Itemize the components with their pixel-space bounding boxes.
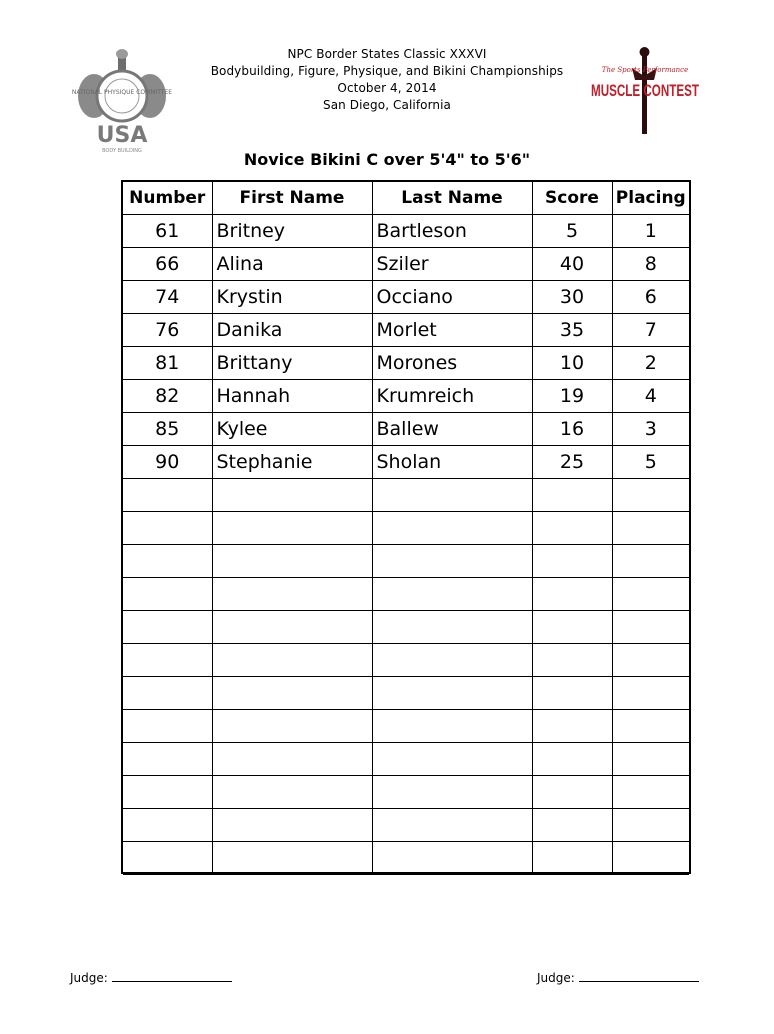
cell-first-name: Stephanie (212, 446, 372, 479)
cell-last-name: Morones (372, 347, 532, 380)
table-row (123, 776, 689, 809)
cell-score: 5 (532, 215, 612, 248)
table-row (123, 413, 689, 446)
cell-last-name: Sholan (372, 446, 532, 479)
cell-number: 85 (123, 413, 212, 446)
column-header-first-name: First Name (212, 182, 372, 215)
table-row (123, 479, 689, 512)
judge-label: Judge: (537, 971, 575, 985)
cell-last-name (372, 611, 532, 644)
cell-last-name (372, 512, 532, 545)
svg-text:USA: USA (96, 123, 148, 148)
table-row (123, 809, 689, 842)
cell-score (532, 842, 612, 875)
cell-placing (612, 776, 689, 809)
cell-first-name (212, 809, 372, 842)
cell-placing: 7 (612, 314, 689, 347)
cell-score (532, 809, 612, 842)
column-header-score: Score (532, 182, 612, 215)
cell-first-name (212, 479, 372, 512)
cell-placing (612, 809, 689, 842)
cell-score (532, 512, 612, 545)
cell-last-name (372, 578, 532, 611)
cell-first-name (212, 611, 372, 644)
cell-score: 19 (532, 380, 612, 413)
cell-last-name: Ballew (372, 413, 532, 446)
cell-number (123, 842, 212, 875)
svg-text:NATIONAL PHYSIQUE COMMITTEE: NATIONAL PHYSIQUE COMMITTEE (71, 89, 173, 96)
cell-number (123, 743, 212, 776)
cell-first-name (212, 578, 372, 611)
column-header-number: Number (123, 182, 212, 215)
cell-score: 40 (532, 248, 612, 281)
cell-first-name (212, 644, 372, 677)
cell-last-name (372, 710, 532, 743)
cell-number (123, 512, 212, 545)
cell-first-name: Britney (212, 215, 372, 248)
table-row (123, 347, 689, 380)
division-title: Novice Bikini C over 5'4" to 5'6" (243, 150, 531, 169)
cell-last-name (372, 809, 532, 842)
table-row (123, 248, 689, 281)
cell-score (532, 710, 612, 743)
cell-last-name: Sziler (372, 248, 532, 281)
cell-first-name (212, 677, 372, 710)
cell-number: 66 (123, 248, 212, 281)
signature-line (112, 969, 232, 982)
cell-score: 35 (532, 314, 612, 347)
table-row (123, 281, 689, 314)
cell-placing (612, 611, 689, 644)
table-row (123, 611, 689, 644)
cell-first-name (212, 710, 372, 743)
cell-number: 90 (123, 446, 212, 479)
cell-number (123, 611, 212, 644)
cell-score: 10 (532, 347, 612, 380)
cell-number (123, 776, 212, 809)
table-row (123, 644, 689, 677)
table-row (123, 446, 689, 479)
cell-number (123, 809, 212, 842)
cell-placing (612, 842, 689, 875)
cell-placing: 8 (612, 248, 689, 281)
cell-placing: 4 (612, 380, 689, 413)
table-row (123, 215, 689, 248)
cell-first-name (212, 512, 372, 545)
cell-number (123, 710, 212, 743)
cell-first-name: Danika (212, 314, 372, 347)
cell-last-name (372, 545, 532, 578)
cell-number: 61 (123, 215, 212, 248)
cell-last-name (372, 644, 532, 677)
cell-score (532, 578, 612, 611)
cell-placing (612, 512, 689, 545)
cell-score (532, 644, 612, 677)
event-name: NPC Border States Classic XXXVI (287, 47, 487, 61)
muscle-contest-logo (588, 46, 702, 138)
cell-last-name: Morlet (372, 314, 532, 347)
cell-score (532, 611, 612, 644)
cell-score (532, 479, 612, 512)
cell-last-name: Bartleson (372, 215, 532, 248)
cell-score: 30 (532, 281, 612, 314)
cell-first-name: Brittany (212, 347, 372, 380)
column-header-last-name: Last Name (372, 182, 532, 215)
column-header-placing: Placing (612, 182, 689, 215)
cell-score (532, 677, 612, 710)
table-row (123, 545, 689, 578)
cell-number: 74 (123, 281, 212, 314)
cell-placing (612, 578, 689, 611)
cell-first-name (212, 545, 372, 578)
event-date: October 4, 2014 (337, 81, 437, 95)
cell-placing (612, 479, 689, 512)
cell-first-name: Krystin (212, 281, 372, 314)
table-row (123, 710, 689, 743)
judge-signature-right (537, 969, 699, 985)
cell-last-name (372, 842, 532, 875)
table-row (123, 578, 689, 611)
cell-score (532, 545, 612, 578)
svg-text:The Sports Performance: The Sports Performance (601, 66, 689, 74)
cell-placing: 6 (612, 281, 689, 314)
cell-placing: 5 (612, 446, 689, 479)
cell-last-name (372, 479, 532, 512)
table-row (123, 512, 689, 545)
table-row (123, 743, 689, 776)
cell-last-name: Krumreich (372, 380, 532, 413)
cell-number (123, 578, 212, 611)
cell-placing: 1 (612, 215, 689, 248)
cell-number: 82 (123, 380, 212, 413)
cell-first-name (212, 776, 372, 809)
cell-placing (612, 710, 689, 743)
cell-placing (612, 545, 689, 578)
results-table (121, 180, 691, 874)
cell-last-name (372, 743, 532, 776)
cell-number: 76 (123, 314, 212, 347)
signature-line (579, 969, 699, 982)
cell-placing (612, 743, 689, 776)
cell-first-name: Kylee (212, 413, 372, 446)
event-location: San Diego, California (322, 98, 452, 112)
cell-number (123, 545, 212, 578)
cell-last-name (372, 776, 532, 809)
event-subtitle: Bodybuilding, Figure, Physique, and Bikini Championships (210, 64, 564, 78)
judge-label: Judge: (70, 971, 108, 985)
svg-text:MUSCLE CONTEST: MUSCLE CONTEST (591, 81, 700, 100)
cell-first-name (212, 743, 372, 776)
table-row (123, 842, 689, 875)
cell-first-name (212, 842, 372, 875)
judge-signature-left (70, 969, 232, 985)
cell-number (123, 479, 212, 512)
cell-last-name: Occiano (372, 281, 532, 314)
table-row (123, 314, 689, 347)
cell-placing (612, 677, 689, 710)
cell-score (532, 743, 612, 776)
cell-first-name: Alina (212, 248, 372, 281)
cell-score: 16 (532, 413, 612, 446)
cell-score (532, 776, 612, 809)
table-header-row (123, 182, 689, 215)
cell-placing (612, 644, 689, 677)
cell-last-name (372, 677, 532, 710)
cell-placing: 3 (612, 413, 689, 446)
cell-number: 81 (123, 347, 212, 380)
cell-placing: 2 (612, 347, 689, 380)
table-row (123, 380, 689, 413)
svg-text:BODY BUILDING: BODY BUILDING (102, 148, 142, 154)
cell-number (123, 677, 212, 710)
cell-score: 25 (532, 446, 612, 479)
cell-number (123, 644, 212, 677)
table-row (123, 677, 689, 710)
cell-first-name: Hannah (212, 380, 372, 413)
